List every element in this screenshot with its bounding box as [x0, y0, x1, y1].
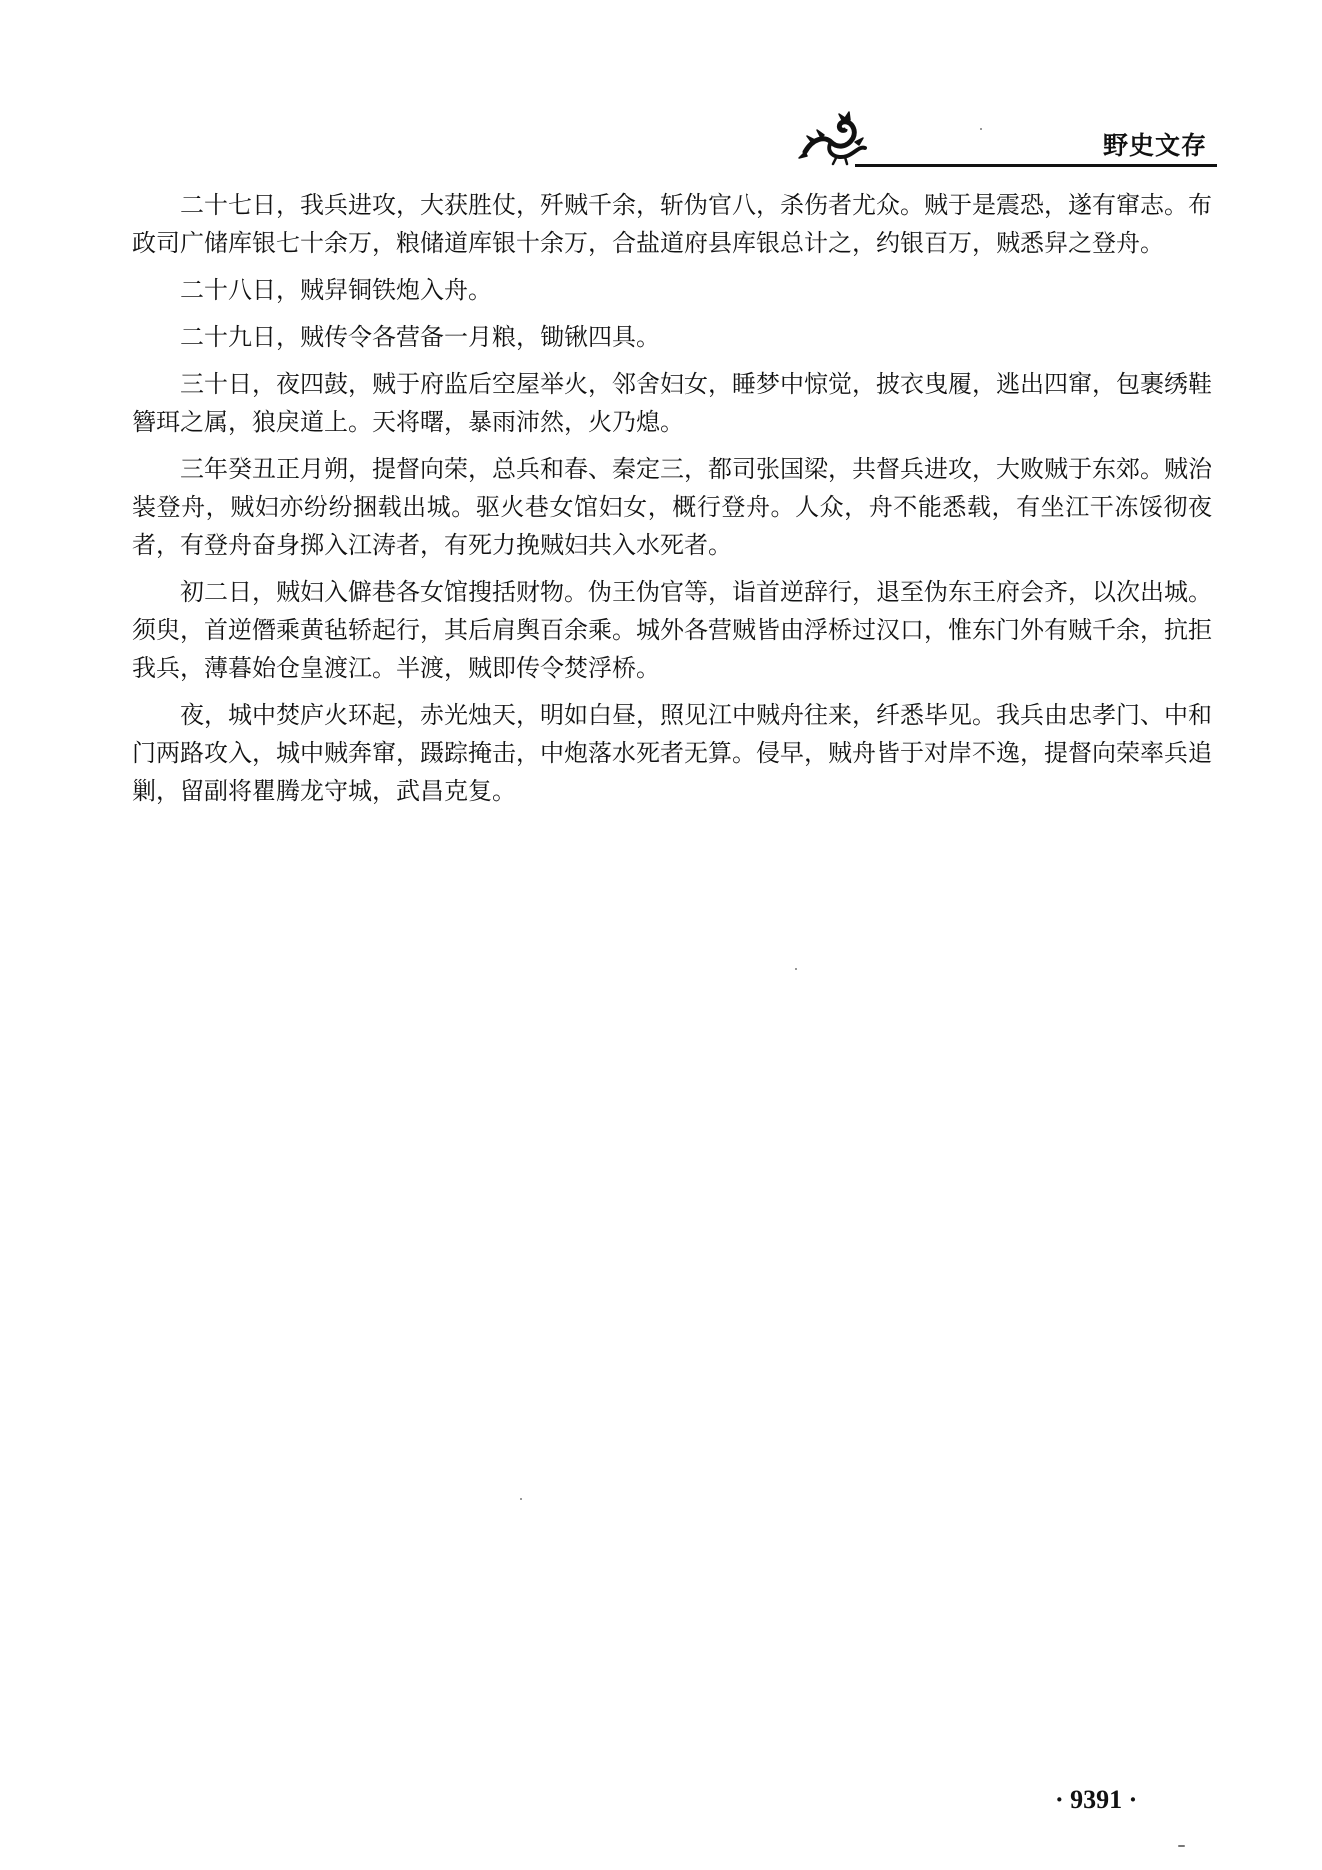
paragraph: 二十八日，贼舁铜铁炮入舟。 [180, 276, 492, 304]
paragraph: 夜，城中焚庐火环起，赤光烛天，明如白昼，照见江中贼舟往来，纤悉毕见。我兵由忠孝门、中和门两路攻入，城中贼奔窜，蹑踪掩击，中炮落水死者无算。侵早，贼舟皆于对岸不逸，提督向荣率兵追剿，留副将瞿腾龙守城，武昌克复。 [132, 701, 1212, 805]
paragraph: 三十日，夜四鼓，贼于府监后空屋举火，邻舍妇女，睡梦中惊觉，披衣曳履，逃出四窜，包裹绣鞋簪珥之属，狼戾道上。天将曙，暴雨沛然，火乃熄。 [132, 370, 1212, 436]
scan-speck [980, 128, 982, 130]
scan-speck [795, 968, 797, 970]
paragraph: 二十九日，贼传令各营备一月粮，锄锹四具。 [180, 323, 660, 351]
scan-speck [1178, 1845, 1185, 1847]
running-header [795, 108, 1215, 168]
paragraph: 二十七日，我兵进攻，大获胜仗，歼贼千余，斩伪官八，杀伤者尤众。贼于是震恐，遂有窜志。布政司广储库银七十余万，粮储道库银十余万，合盐道府县库银总计之，约银百万，贼悉舁之登舟。 [132, 191, 1212, 257]
paragraph: 三年癸丑正月朔，提督向荣，总兵和春、秦定三，都司张国梁，共督兵进攻，大败贼于东郊。贼治装登舟，贼妇亦纷纷捆载出城。驱火巷女馆妇女，概行登舟。人众，舟不能悉载，有坐江干冻馁彻夜者，有登舟奋身掷入江涛者，有死力挽贼妇共入水死者。 [132, 455, 1212, 559]
header-rule [855, 164, 1217, 167]
page-number: · 9391 · [1055, 1785, 1138, 1814]
header-title: 野史文存 [1102, 131, 1207, 160]
paragraph: 初二日，贼妇入僻巷各女馆搜括财物。伪王伪官等，诣首逆辞行，退至伪东王府会齐，以次出城。须臾，首逆僭乘黄毡轿起行，其后肩舆百余乘。城外各营贼皆由浮桥过汉口，惟东门外有贼千余，抗拒我兵，薄暮始仓皇渡江。半渡，贼即传令焚浮桥。 [132, 578, 1212, 682]
body-text [132, 186, 1212, 819]
dragon-icon [795, 108, 873, 166]
scan-speck [520, 1498, 522, 1500]
